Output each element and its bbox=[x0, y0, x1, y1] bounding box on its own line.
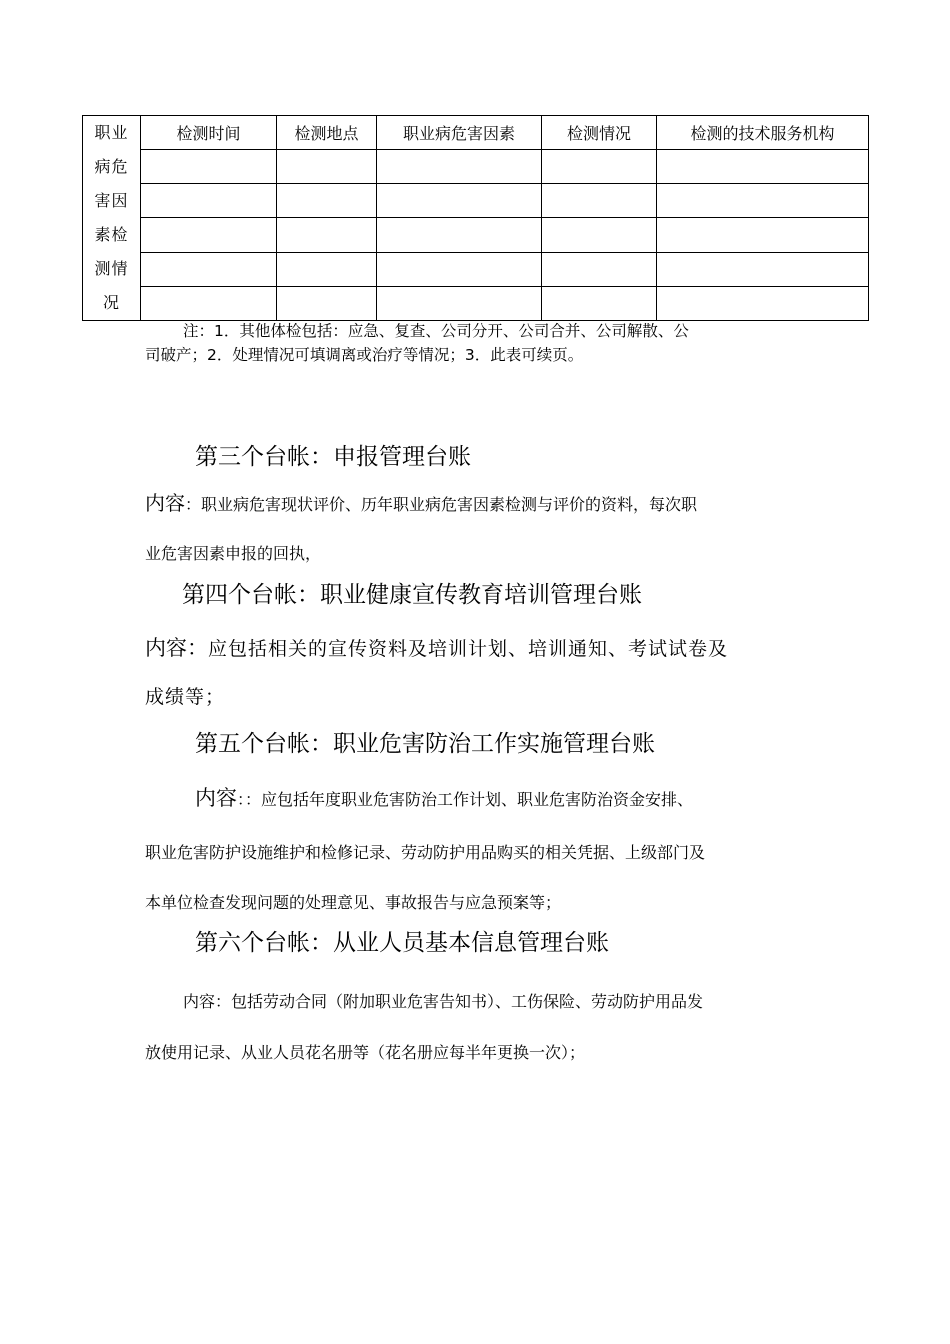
table-row bbox=[83, 286, 869, 320]
section-5-content-line-1 bbox=[195, 782, 693, 812]
table-cell[interactable] bbox=[377, 286, 542, 320]
table-cell[interactable] bbox=[377, 252, 542, 286]
section-4-title: 职业健康宣传教育培训管理台账 bbox=[320, 582, 642, 608]
table-cell[interactable] bbox=[141, 184, 277, 218]
note-line-2: 司破产；2．处理情况可填调离或治疗等情况；3．此表可续页。 bbox=[145, 346, 584, 364]
table-cell[interactable] bbox=[277, 286, 377, 320]
table-cell[interactable] bbox=[657, 218, 869, 252]
section-6-heading: 第六个台帐：从业人员基本信息管理台账 bbox=[195, 930, 609, 956]
table-cell[interactable] bbox=[542, 286, 657, 320]
table-row bbox=[83, 252, 869, 286]
section-6-text-1: 内容：包括劳动合同（附加职业危害告知书）、工伤保险、劳动防护用品发 bbox=[183, 992, 704, 1011]
side-label-line: 职业 bbox=[94, 123, 129, 142]
table-cell[interactable] bbox=[277, 150, 377, 184]
table-row bbox=[83, 218, 869, 252]
table-cell[interactable] bbox=[377, 184, 542, 218]
header-service-org: 检测的技术服务机构 bbox=[657, 116, 869, 150]
table-header-row bbox=[83, 116, 869, 150]
table-cell[interactable] bbox=[141, 150, 277, 184]
section-4-heading bbox=[182, 580, 642, 610]
table-cell[interactable] bbox=[141, 286, 277, 320]
header-detect-place: 检测地点 bbox=[277, 116, 377, 150]
section-5-label: 内容 bbox=[195, 786, 237, 810]
table-row bbox=[83, 150, 869, 184]
section-6-text-2: 放使用记录、从业人员花名册等（花名册应每半年更换一次）； bbox=[145, 1043, 586, 1062]
note-line-1: 注：1．其他体检包括：应急、复查、公司分开、公司合并、公司解散、公 bbox=[183, 322, 689, 340]
hazard-detection-table bbox=[82, 115, 869, 321]
side-label-line: 测情 bbox=[94, 259, 129, 278]
table-cell[interactable] bbox=[542, 150, 657, 184]
side-label-line: 害因 bbox=[94, 191, 129, 210]
section-4-content-line-1 bbox=[145, 632, 728, 662]
section-5-text-2: 职业危害防护设施维护和检修记录、劳动防护用品购买的相关凭据、上级部门及 bbox=[145, 843, 706, 862]
section-5-text-3: 本单位检查发现问题的处理意见、事故报告与应急预案等； bbox=[145, 893, 562, 912]
table-cell[interactable] bbox=[377, 150, 542, 184]
table-cell[interactable] bbox=[141, 218, 277, 252]
side-label-cell bbox=[83, 116, 141, 321]
section-3-prefix: 第三个台帐： bbox=[195, 444, 333, 470]
header-detect-time: 检测时间 bbox=[141, 116, 277, 150]
section-3-content-line-1 bbox=[145, 487, 697, 516]
section-4-text-2: 成绩等； bbox=[145, 686, 226, 708]
table-cell[interactable] bbox=[141, 252, 277, 286]
table-cell[interactable] bbox=[657, 286, 869, 320]
header-detect-status: 检测情况 bbox=[542, 116, 657, 150]
side-label-line: 素检 bbox=[94, 225, 129, 244]
table-cell[interactable] bbox=[657, 252, 869, 286]
section-3-title: 申报管理台账 bbox=[333, 444, 471, 470]
section-4-label: 内容： bbox=[145, 636, 208, 660]
section-4-text-1: 应包括相关的宣传资料及培训计划、培训通知、考试试卷及 bbox=[208, 638, 729, 660]
table-cell[interactable] bbox=[277, 252, 377, 286]
table-cell[interactable] bbox=[277, 184, 377, 218]
section-3-label: 内容 bbox=[145, 491, 185, 515]
table-cell[interactable] bbox=[657, 184, 869, 218]
section-3-text-2: 业危害因素申报的回执， bbox=[145, 544, 322, 563]
section-5-text-1: ：：应包括年度职业危害防治工作计划、职业危害防治资金安排、 bbox=[237, 790, 694, 809]
section-3-heading bbox=[195, 442, 471, 472]
table-cell[interactable] bbox=[657, 150, 869, 184]
section-3-text-1: ：职业病危害现状评价、历年职业病危害因素检测与评价的资料，每次职 bbox=[185, 495, 698, 514]
table-cell[interactable] bbox=[542, 252, 657, 286]
table-cell[interactable] bbox=[542, 184, 657, 218]
section-4-prefix: 第四个台帐： bbox=[182, 582, 320, 608]
table-cell[interactable] bbox=[277, 218, 377, 252]
side-label-line: 况 bbox=[102, 293, 120, 312]
section-5-heading: 第五个台帐：职业危害防治工作实施管理台账 bbox=[195, 731, 655, 757]
header-hazard-factor: 职业病危害因素 bbox=[377, 116, 542, 150]
table-cell[interactable] bbox=[542, 218, 657, 252]
side-label-line: 病危 bbox=[94, 157, 129, 176]
table-cell[interactable] bbox=[377, 218, 542, 252]
table-row bbox=[83, 184, 869, 218]
